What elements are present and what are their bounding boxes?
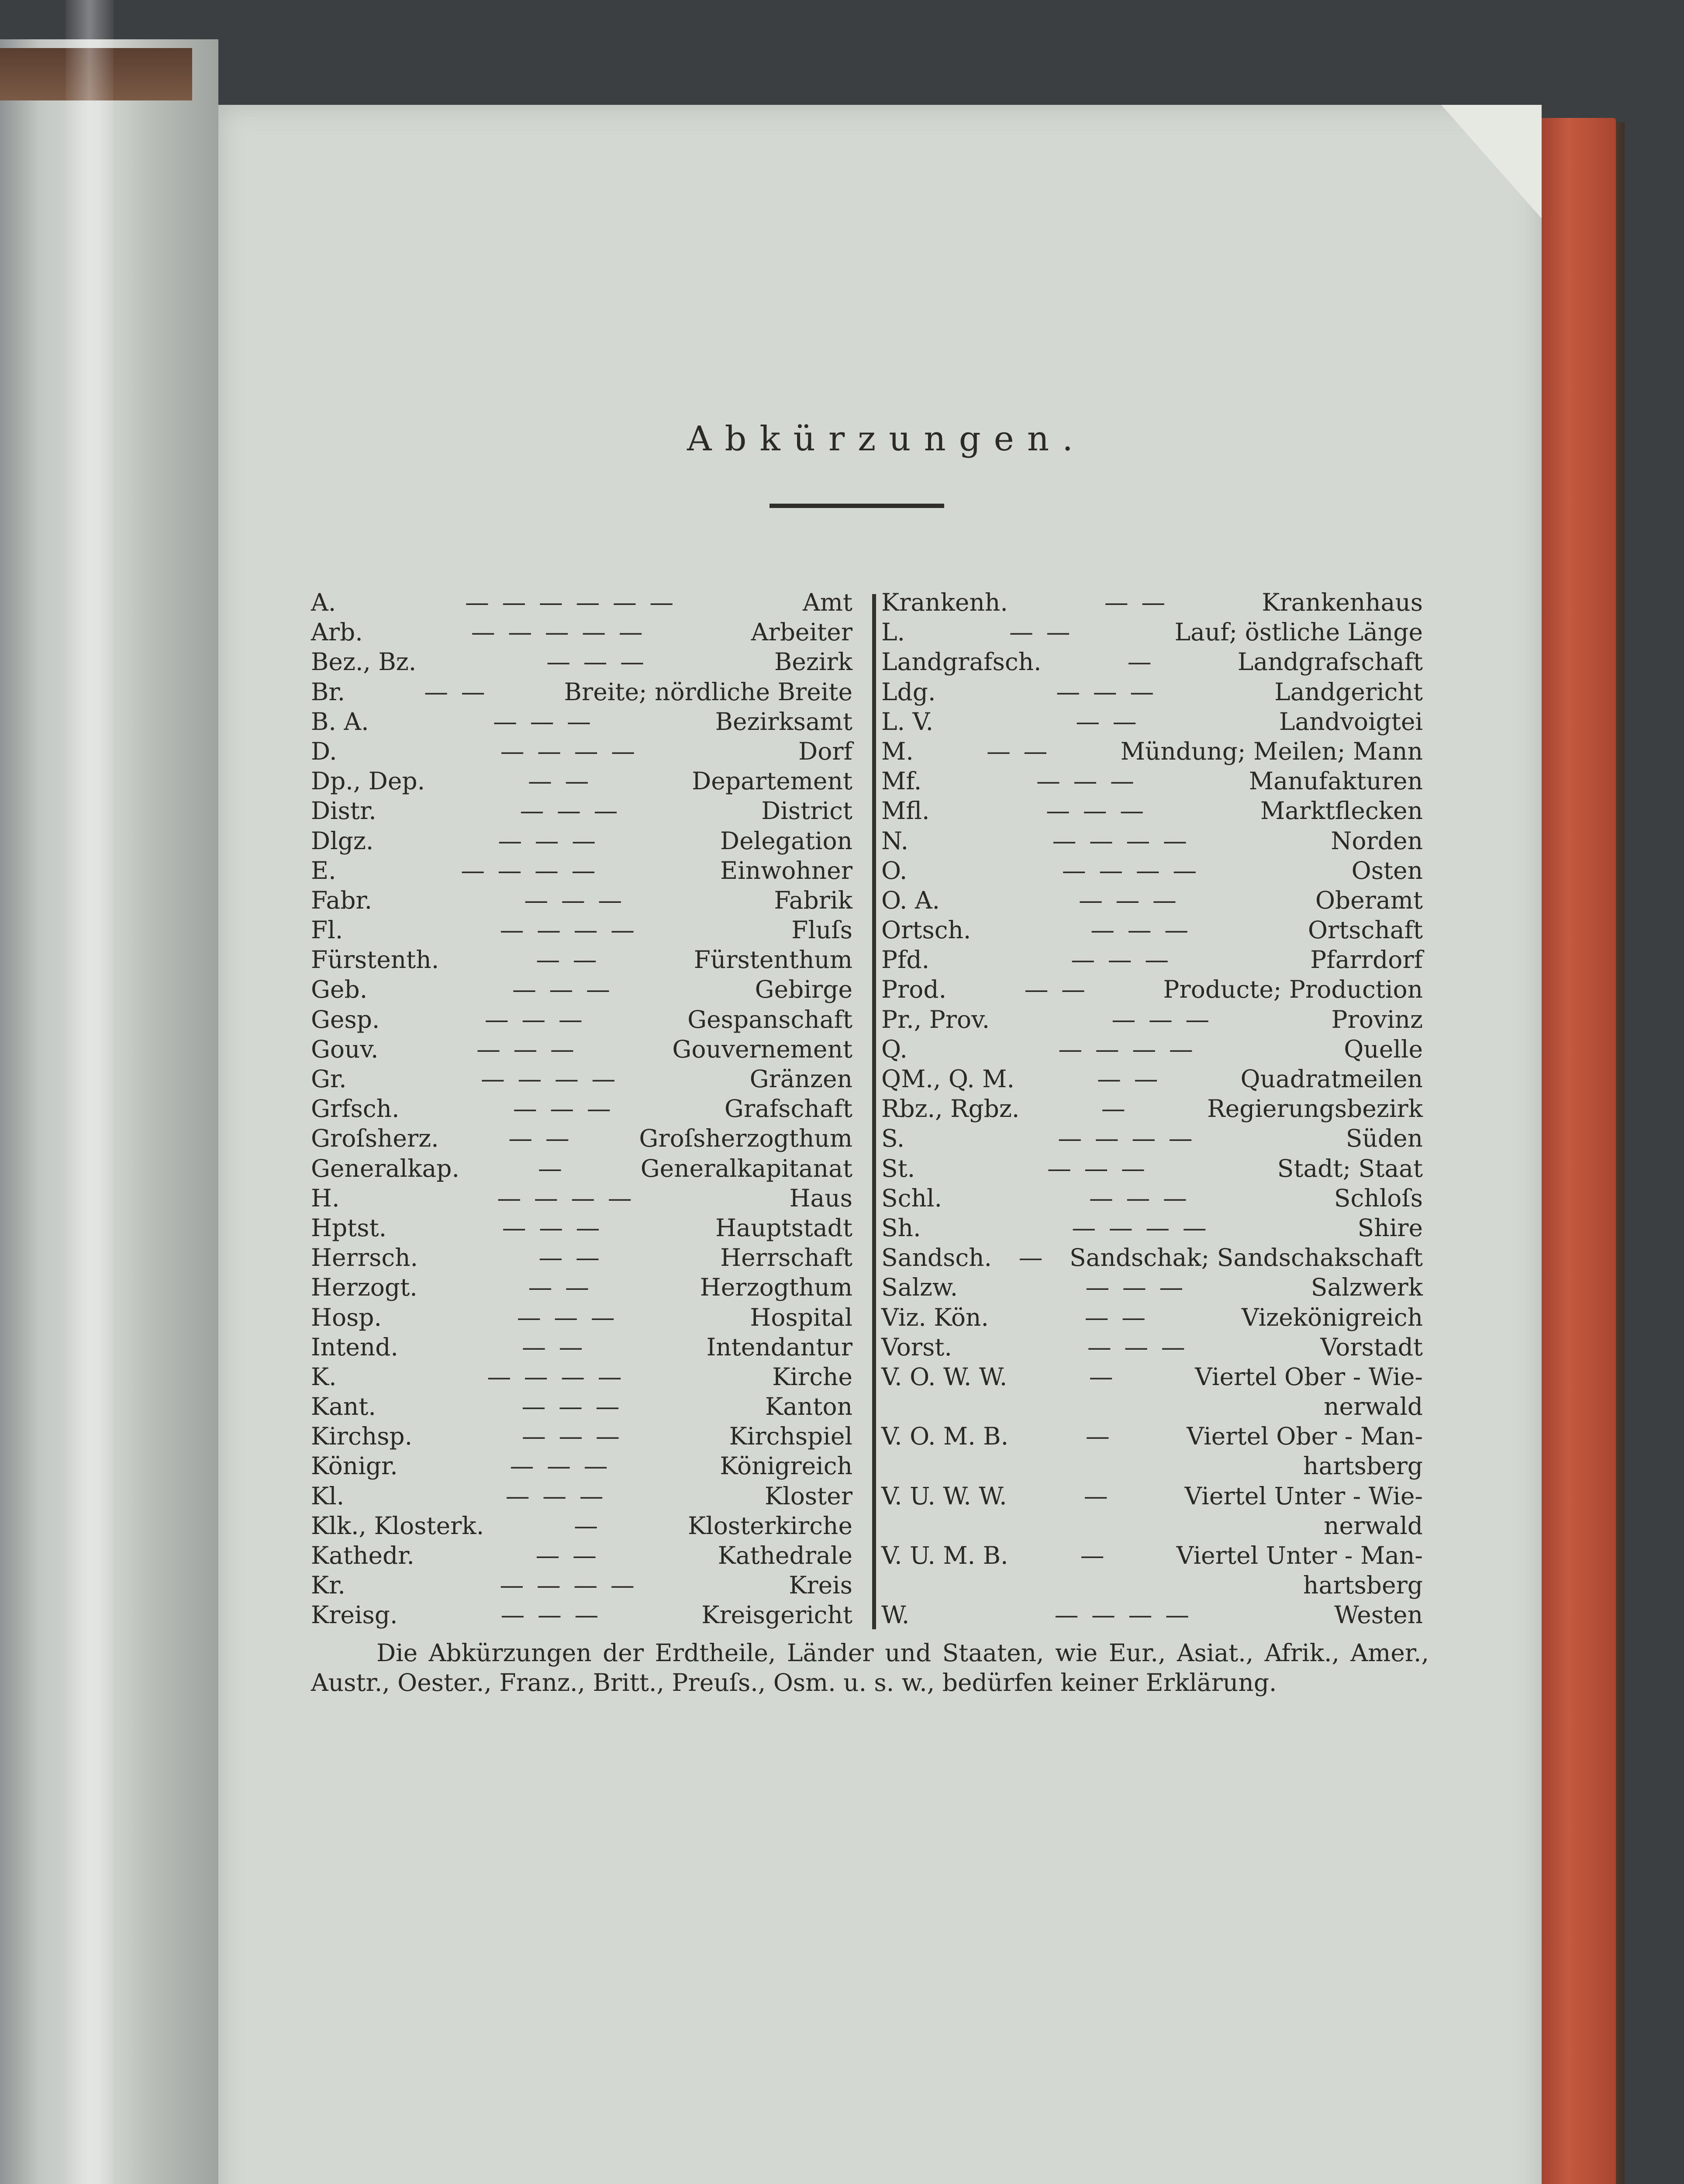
abbreviation-row xyxy=(311,1421,852,1451)
leader-dashes: — — xyxy=(536,946,600,974)
leader-dashes: — — — — xyxy=(1072,1213,1209,1242)
abbreviation-row xyxy=(881,1600,1423,1630)
abbreviation: Herrsch. xyxy=(311,1244,418,1272)
abbreviation: O. A. xyxy=(881,886,940,914)
leader-dashes: — — — xyxy=(1078,886,1179,914)
meaning: Kirche xyxy=(772,1362,852,1391)
abbreviation: Gr. xyxy=(311,1065,347,1093)
abbreviation-row xyxy=(881,1213,1423,1243)
abbreviation-row xyxy=(881,1034,1423,1064)
abbreviation: Viz. Kön. xyxy=(881,1303,989,1331)
abbreviation-row xyxy=(881,1303,1423,1332)
leader-dashes: — — — xyxy=(1056,677,1157,706)
abbreviation-row xyxy=(311,856,852,885)
abbreviation-row xyxy=(311,677,852,707)
leader-dashes: — xyxy=(1089,1362,1116,1391)
meaning: Oberamt xyxy=(1315,886,1423,914)
meaning: Haus xyxy=(789,1184,852,1212)
abbreviation: V. U. W. W. xyxy=(881,1482,1007,1510)
leader-dashes: — xyxy=(1018,1244,1046,1272)
meaning: Fürstenthum xyxy=(694,946,852,974)
abbreviation-row xyxy=(311,1183,852,1213)
meaning: Vizekönigreich xyxy=(1241,1303,1423,1331)
abbreviation-row xyxy=(881,1332,1423,1362)
abbreviation: A. xyxy=(311,588,336,616)
abbreviation: Pr., Prov. xyxy=(881,1005,990,1033)
abbreviation: Sh. xyxy=(881,1213,921,1242)
binding-highlight xyxy=(66,0,114,2184)
abbreviation: B. A. xyxy=(311,707,369,736)
meaning: Quadratmeilen xyxy=(1240,1065,1423,1093)
meaning: nerwald xyxy=(1324,1511,1423,1540)
leader-dashes: — — — — xyxy=(500,1571,637,1600)
abbreviation: Q. xyxy=(881,1035,908,1063)
meaning: Herzogthum xyxy=(700,1273,852,1302)
abbreviation: Krankenh. xyxy=(881,588,1008,616)
meaning: Viertel Unter - Wie- xyxy=(1184,1482,1423,1510)
leader-dashes: — xyxy=(538,1154,565,1182)
leader-dashes: — — xyxy=(528,767,592,795)
meaning: Einwohner xyxy=(720,856,852,885)
meaning: Kreis xyxy=(789,1571,852,1600)
book-cover-edge xyxy=(1537,118,1616,2184)
abbreviation: H. xyxy=(311,1184,340,1212)
abbreviation-row xyxy=(311,1481,852,1511)
abbreviation: V. O. W. W. xyxy=(881,1362,1008,1391)
abbreviation-row xyxy=(881,1541,1423,1570)
meaning: Manufakturen xyxy=(1249,767,1423,795)
meaning: Shire xyxy=(1357,1213,1423,1242)
meaning: Ortschaft xyxy=(1308,916,1423,944)
abbreviation: N. xyxy=(881,826,909,855)
abbreviation-row xyxy=(311,1362,852,1392)
abbreviation-row xyxy=(311,1123,852,1153)
meaning: Viertel Unter - Man- xyxy=(1176,1541,1423,1569)
abbreviation: Mf. xyxy=(881,767,922,795)
abbreviation-row xyxy=(881,1064,1423,1094)
abbreviation-row xyxy=(311,707,852,736)
page-corner-fold xyxy=(1441,105,1542,218)
abbreviation-row xyxy=(311,885,852,915)
abbreviation: Generalkap. xyxy=(311,1154,459,1182)
leader-dashes: — — — — xyxy=(461,856,598,885)
abbreviation-row xyxy=(311,1154,852,1183)
abbreviation: QM., Q. M. xyxy=(881,1065,1015,1093)
leader-dashes: — — — xyxy=(476,1035,577,1063)
abbreviation-row xyxy=(881,1421,1423,1451)
meaning: Generalkapitanat xyxy=(640,1154,852,1182)
abbreviation: Hosp. xyxy=(311,1303,382,1331)
meaning: Marktflecken xyxy=(1260,797,1423,825)
abbreviation: Ortsch. xyxy=(881,916,971,944)
leader-dashes: — — — xyxy=(1090,916,1191,944)
abbreviation: K. xyxy=(311,1362,337,1391)
leader-dashes: — — xyxy=(521,1333,586,1361)
leader-dashes: — — — — xyxy=(1054,1601,1192,1629)
leader-dashes: — xyxy=(1080,1541,1107,1569)
abbreviation-row xyxy=(881,766,1423,796)
meaning: Grafschaft xyxy=(724,1095,852,1123)
abbreviation-list-left xyxy=(311,587,852,1630)
abbreviation-row xyxy=(311,1034,852,1064)
abbreviation: Fabr. xyxy=(311,886,373,914)
abbreviation: Fürstenth. xyxy=(311,946,439,974)
leader-dashes: — xyxy=(1084,1482,1111,1510)
abbreviation: Ldg. xyxy=(881,677,936,706)
abbreviation-row xyxy=(311,915,852,945)
leader-dashes: — xyxy=(1101,1095,1128,1123)
meaning: Delegation xyxy=(720,826,852,855)
book-page xyxy=(218,105,1542,2184)
meaning: Departement xyxy=(692,767,852,795)
abbreviation-row xyxy=(881,707,1423,736)
leader-dashes: — — — — xyxy=(1062,856,1200,885)
meaning: Klosterkirche xyxy=(688,1511,852,1540)
abbreviation-row xyxy=(881,1362,1423,1392)
leader-dashes: — — — xyxy=(521,1393,622,1421)
meaning: Provinz xyxy=(1331,1005,1423,1033)
meaning: Quelle xyxy=(1344,1035,1423,1063)
abbreviation-row xyxy=(881,975,1423,1004)
meaning: Fabrik xyxy=(774,886,852,914)
leader-dashes: — xyxy=(1085,1422,1112,1451)
leader-dashes: — — xyxy=(1104,588,1168,616)
leader-dashes: — — xyxy=(1076,707,1139,736)
leader-dashes: — xyxy=(574,1511,601,1540)
meaning: Producte; Production xyxy=(1163,975,1423,1004)
abbreviation: O. xyxy=(881,856,908,885)
leader-dashes: — — — xyxy=(1089,1184,1190,1212)
meaning: Gespanschaft xyxy=(687,1005,852,1033)
leader-dashes: — — — xyxy=(502,1213,603,1242)
leader-dashes: — — — xyxy=(505,1482,606,1510)
column-divider xyxy=(872,594,876,1629)
meaning: Gränzen xyxy=(749,1065,852,1093)
abbreviation-row xyxy=(311,587,852,617)
meaning: Sandschak; Sandschakschaft xyxy=(1069,1244,1423,1272)
abbreviation-row xyxy=(311,945,852,975)
meaning: Stadt; Staat xyxy=(1277,1154,1423,1182)
abbreviation: Kr. xyxy=(311,1571,345,1600)
leader-dashes: — — — xyxy=(521,1422,622,1451)
abbreviation-row xyxy=(881,1392,1423,1421)
meaning: Vorstadt xyxy=(1320,1333,1423,1361)
meaning: Schloſs xyxy=(1334,1184,1423,1212)
abbreviation-row xyxy=(881,1183,1423,1213)
abbreviation-list-right xyxy=(881,587,1423,1630)
abbreviation: Schl. xyxy=(881,1184,942,1212)
leader-dashes: — — xyxy=(508,1124,572,1153)
meaning: Herrschaft xyxy=(720,1244,852,1272)
meaning: Kreisgericht xyxy=(701,1601,852,1629)
abbreviation: M. xyxy=(881,737,914,765)
meaning: Hospital xyxy=(750,1303,852,1331)
abbreviation: L. xyxy=(881,618,905,646)
abbreviation: Pfd. xyxy=(881,946,930,974)
leader-dashes: — — — — xyxy=(480,1065,618,1093)
meaning: District xyxy=(761,797,852,825)
abbreviation-row xyxy=(881,1243,1423,1272)
meaning: Salzwerk xyxy=(1311,1273,1423,1302)
abbreviation: Vorst. xyxy=(881,1333,952,1361)
abbreviation-row xyxy=(311,826,852,856)
meaning: Königreich xyxy=(720,1452,852,1480)
abbreviation: Kirchsp. xyxy=(311,1422,413,1451)
meaning: hartsberg xyxy=(1303,1571,1423,1600)
meaning: Kloster xyxy=(765,1482,852,1510)
abbreviation-row xyxy=(881,826,1423,856)
leader-dashes: — — — — — xyxy=(471,618,645,646)
abbreviation: Kant. xyxy=(311,1393,376,1421)
abbreviation: Kathedr. xyxy=(311,1541,414,1569)
abbreviation: Kl. xyxy=(311,1482,345,1510)
abbreviation-row xyxy=(881,617,1423,647)
abbreviation-row xyxy=(881,1511,1423,1541)
abbreviation-row xyxy=(311,1303,852,1332)
abbreviation-row xyxy=(311,617,852,647)
abbreviation: Bez., Bz. xyxy=(311,648,417,676)
abbreviation: V. O. M. B. xyxy=(881,1422,1009,1451)
abbreviation-row xyxy=(881,647,1423,677)
abbreviation-row xyxy=(311,1511,852,1541)
leader-dashes: — — — xyxy=(513,1095,614,1123)
meaning: Arbeiter xyxy=(751,618,852,646)
abbreviation: Distr. xyxy=(311,797,376,825)
abbreviation: Dlgz. xyxy=(311,826,374,855)
leader-dashes: — — — xyxy=(1046,797,1147,825)
meaning: Regierungsbezirk xyxy=(1207,1095,1423,1123)
abbreviation: S. xyxy=(881,1124,905,1153)
abbreviation-row xyxy=(311,1272,852,1302)
abbreviation-row xyxy=(881,1154,1423,1183)
abbreviation: Dp., Dep. xyxy=(311,767,425,795)
abbreviation: St. xyxy=(881,1154,915,1182)
abbreviation-row xyxy=(311,1094,852,1123)
leader-dashes: — — — xyxy=(520,797,621,825)
abbreviation-row xyxy=(881,1570,1423,1600)
abbreviation: Königr. xyxy=(311,1452,398,1480)
abbreviation-row xyxy=(881,1481,1423,1511)
meaning: Gouvernement xyxy=(672,1035,852,1063)
abbreviation-row xyxy=(881,796,1423,826)
abbreviation-row xyxy=(311,647,852,677)
abbreviation-row xyxy=(311,1005,852,1034)
leader-dashes: — — — — xyxy=(500,916,637,944)
abbreviation: Salzw. xyxy=(881,1273,958,1302)
leader-dashes: — — — xyxy=(493,707,594,736)
page-title: Abkürzungen. xyxy=(687,419,1086,459)
leader-dashes: — — — — xyxy=(1058,1035,1196,1063)
meaning: Landvoigtei xyxy=(1279,707,1423,736)
meaning: Norden xyxy=(1331,826,1423,855)
leader-dashes: — — — xyxy=(484,1005,585,1033)
abbreviation-row xyxy=(311,1451,852,1481)
meaning: Hauptstadt xyxy=(715,1213,852,1242)
meaning: Viertel Ober - Wie- xyxy=(1195,1362,1423,1391)
abbreviation: Groſsherz. xyxy=(311,1124,439,1153)
meaning: Bezirk xyxy=(774,648,852,676)
meaning: Landgrafschaft xyxy=(1237,648,1423,676)
leader-dashes: — — — xyxy=(1111,1005,1212,1033)
meaning: Kirchspiel xyxy=(729,1422,852,1451)
title-rule xyxy=(770,504,944,508)
abbreviation-row xyxy=(881,736,1423,766)
abbreviation-row xyxy=(311,1392,852,1421)
meaning: Pfarrdorf xyxy=(1310,946,1423,974)
leader-dashes: — — — xyxy=(1071,946,1172,974)
leader-dashes: — — — — xyxy=(1052,826,1190,855)
meaning: Mündung; Meilen; Mann xyxy=(1120,737,1423,765)
abbreviation: Grfsch. xyxy=(311,1095,400,1123)
abbreviation: V. U. M. B. xyxy=(881,1541,1008,1569)
meaning: Kanton xyxy=(765,1393,852,1421)
meaning: Westen xyxy=(1334,1601,1423,1629)
abbreviation: Rbz., Rgbz. xyxy=(881,1095,1020,1123)
abbreviation: Landgrafsch. xyxy=(881,648,1042,676)
leader-dashes: — — xyxy=(538,1244,602,1272)
abbreviation: Klk., Klosterk. xyxy=(311,1511,484,1540)
abbreviation-row xyxy=(881,1094,1423,1123)
abbreviation-row xyxy=(881,677,1423,707)
abbreviation: Fl. xyxy=(311,916,343,944)
abbreviation-row xyxy=(311,736,852,766)
leader-dashes: — — — — xyxy=(497,1184,635,1212)
leader-dashes: — — — xyxy=(524,886,625,914)
abbreviation: W. xyxy=(881,1601,910,1629)
leader-dashes: — — — xyxy=(510,1452,611,1480)
abbreviation-row xyxy=(881,587,1423,617)
abbreviation: L. V. xyxy=(881,707,934,736)
meaning: Gebirge xyxy=(755,975,852,1004)
abbreviation: Arb. xyxy=(311,618,363,646)
footnote-text: Die Abkürzungen der Erdtheile, Länder und Staaten, wie Eur., Asiat., Afrik., Amer., Austr., Oester., Franz., Britt., Preuſs., Osm. u. s. w., bedürfen keiner Erklärung. xyxy=(311,1639,1429,1697)
abbreviation-row xyxy=(881,1005,1423,1034)
abbreviation-row xyxy=(881,1123,1423,1153)
leader-dashes: — — xyxy=(535,1541,599,1569)
abbreviation-row xyxy=(881,1272,1423,1302)
abbreviation-row xyxy=(311,1600,852,1630)
leader-dashes: — — xyxy=(986,737,1050,765)
abbreviation: Mfl. xyxy=(881,797,930,825)
abbreviation: Intend. xyxy=(311,1333,398,1361)
leader-dashes: — — — xyxy=(517,1303,618,1331)
leader-dashes: — — — xyxy=(498,826,599,855)
meaning: Lauf; östliche Länge xyxy=(1174,618,1423,646)
abbreviation: E. xyxy=(311,856,336,885)
leader-dashes: — — — xyxy=(512,975,613,1004)
abbreviation: D. xyxy=(311,737,337,765)
abbreviation-row xyxy=(311,1570,852,1600)
abbreviation: Kreisg. xyxy=(311,1601,398,1629)
meaning: Amt xyxy=(803,588,852,616)
meaning: Krankenhaus xyxy=(1262,588,1423,616)
abbreviation-row xyxy=(881,885,1423,915)
footnote xyxy=(311,1638,1429,1697)
leader-dashes: — — — xyxy=(546,648,647,676)
abbreviation-row xyxy=(311,766,852,796)
meaning: Dorf xyxy=(798,737,852,765)
leader-dashes: — — — xyxy=(1087,1333,1188,1361)
abbreviation-row xyxy=(311,796,852,826)
leader-dashes: — — xyxy=(1084,1303,1149,1331)
meaning: Fluſs xyxy=(791,916,852,944)
leader-dashes: — — — xyxy=(1047,1154,1148,1182)
meaning: nerwald xyxy=(1324,1393,1423,1421)
leader-dashes: — — — xyxy=(500,1601,601,1629)
meaning: Landgericht xyxy=(1274,677,1423,706)
abbreviation-row xyxy=(311,1213,852,1243)
leader-dashes: — — — xyxy=(1036,767,1137,795)
leader-dashes: — — — — — — xyxy=(465,588,676,616)
abbreviation: Geb. xyxy=(311,975,368,1004)
abbreviation-row xyxy=(881,856,1423,885)
leader-dashes: — — — — xyxy=(487,1362,625,1391)
meaning: Breite; nördliche Breite xyxy=(564,677,852,706)
abbreviation: Br. xyxy=(311,677,345,706)
leader-dashes: — — xyxy=(1097,1065,1161,1093)
abbreviation: Sandsch. xyxy=(881,1244,992,1272)
abbreviation-row xyxy=(311,1332,852,1362)
leader-dashes: — — xyxy=(1009,618,1073,646)
meaning: Osten xyxy=(1351,856,1423,885)
abbreviation-row xyxy=(311,1064,852,1094)
leader-dashes: — xyxy=(1127,648,1154,676)
abbreviation-row xyxy=(881,1451,1423,1481)
abbreviation-row xyxy=(311,975,852,1004)
abbreviation: Gouv. xyxy=(311,1035,379,1063)
meaning: Viertel Ober - Man- xyxy=(1187,1422,1423,1451)
leader-dashes: — — — — xyxy=(1058,1124,1195,1153)
abbreviation: Gesp. xyxy=(311,1005,380,1033)
abbreviation-row xyxy=(311,1541,852,1570)
abbreviation-row xyxy=(311,1243,852,1272)
abbreviation-row xyxy=(881,945,1423,975)
abbreviation-row xyxy=(881,915,1423,945)
abbreviation: Hptst. xyxy=(311,1213,387,1242)
leader-dashes: — — — xyxy=(1085,1273,1186,1302)
meaning: Süden xyxy=(1346,1124,1423,1153)
leader-dashes: — — xyxy=(1024,975,1088,1004)
meaning: Bezirksamt xyxy=(715,707,852,736)
meaning: Groſsherzogthum xyxy=(639,1124,852,1153)
abbreviation: Prod. xyxy=(881,975,947,1004)
abbreviation: Herzogt. xyxy=(311,1273,418,1302)
leader-dashes: — — xyxy=(528,1273,592,1302)
meaning: Intendantur xyxy=(706,1333,852,1361)
meaning: Kathedrale xyxy=(718,1541,852,1569)
leader-dashes: — — — — xyxy=(500,737,638,765)
meaning: hartsberg xyxy=(1303,1452,1423,1480)
leader-dashes: — — xyxy=(424,677,488,706)
